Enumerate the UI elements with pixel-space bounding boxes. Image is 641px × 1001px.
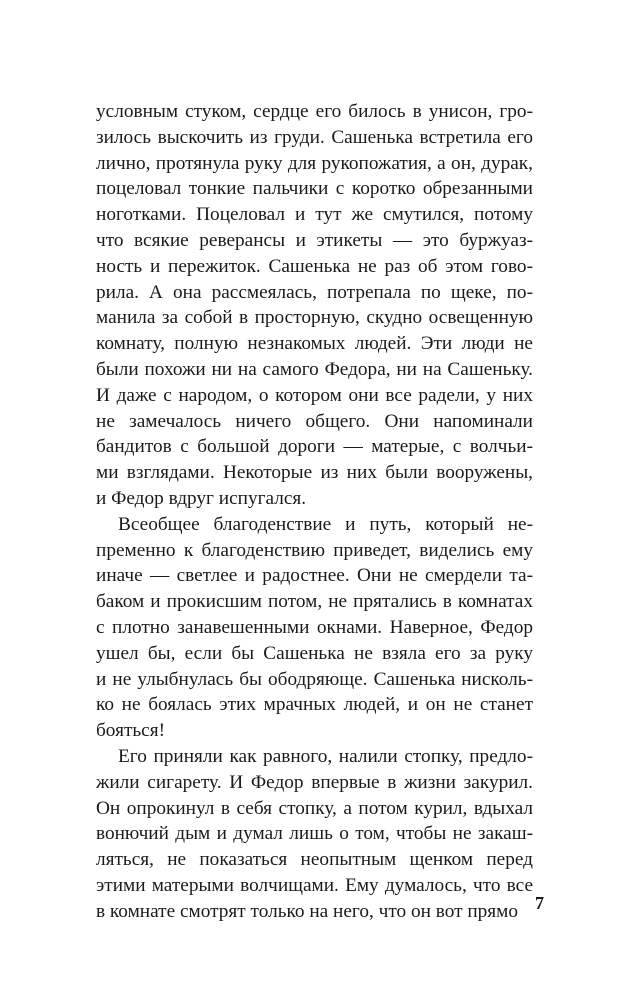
text-line: манила за собой в просторную, скудно освещенную bbox=[96, 307, 533, 329]
text-line: были похожи ни на самого Федора, ни на Сашеньку. bbox=[96, 358, 533, 380]
text-line: что всякие реверансы и этикеты — это буржуаз- bbox=[96, 229, 533, 251]
text-line: ляться, не показаться неопытным щенком перед bbox=[96, 849, 533, 871]
text-line: зилось выскочить из груди. Сашенька встретила его bbox=[96, 126, 533, 148]
body-text bbox=[96, 99, 533, 925]
page-number: 7 bbox=[535, 893, 544, 913]
text-line: условным стуком, сердце его билось в унисон, гро- bbox=[96, 101, 533, 122]
text-line: лично, протянула руку для рукопожатия, а он, дурак, bbox=[96, 152, 533, 174]
text-line: с плотно занавешенными окнами. Наверное, Федор bbox=[96, 616, 533, 638]
text-line: и Федор вдруг испугался. bbox=[96, 487, 307, 509]
text-line: поцеловал тонкие пальчики с коротко обрезанными bbox=[96, 178, 533, 200]
text-line: Он опрокинул в себя стопку, а потом курил, вдыхал bbox=[96, 797, 533, 819]
text-line: И даже с народом, о котором они все радели, у них bbox=[96, 384, 533, 406]
text-line: баком и прокисшим потом, не прятались в комнатах bbox=[96, 591, 533, 613]
text-line: комнату, полную незнакомых людей. Эти люди не bbox=[96, 333, 533, 355]
text-line: в комнате смотрят только на него, что он вот прямо bbox=[96, 900, 519, 922]
text-line: ми взглядами. Некоторые из них были вооружены, bbox=[96, 462, 533, 484]
text-line: Его приняли как равного, налили стопку, предло- bbox=[118, 745, 533, 767]
text-line: ноготками. Поцеловал и тут же смутился, потому bbox=[96, 204, 533, 226]
text-line: жили сигарету. И Федор впервые в жизни закурил. bbox=[96, 771, 533, 793]
text-line: не замечалось ничего общего. Они напоминали bbox=[96, 410, 533, 432]
text-line: иначе — светлее и радостнее. Они не смердели та- bbox=[96, 565, 533, 587]
text-line: бандитов с большой дороги — матерые, с волчьи- bbox=[96, 436, 533, 458]
text-line: и не улыбнулась бы ободряюще. Сашенька нисколь- bbox=[96, 668, 533, 690]
text-line: бояться! bbox=[96, 720, 166, 742]
text-line: ушел бы, если бы Сашенька не взяла его за руку bbox=[96, 642, 533, 664]
text-line: ность и пережиток. Сашенька не раз об этом гово- bbox=[96, 255, 533, 277]
text-line: пременно к благоденствию приведет, виделись ему bbox=[96, 539, 533, 561]
text-line: Всеобщее благоденствие и путь, который не- bbox=[118, 513, 533, 535]
text-line: ко не боялась этих мрачных людей, и он не станет bbox=[96, 694, 533, 716]
text-line: этими матерыми волчищами. Ему думалось, что все bbox=[96, 874, 533, 896]
text-line: вонючий дым и думал лишь о том, чтобы не закаш- bbox=[96, 823, 533, 845]
text-line: рила. А она рассмеялась, потрепала по щеке, по- bbox=[96, 281, 533, 303]
